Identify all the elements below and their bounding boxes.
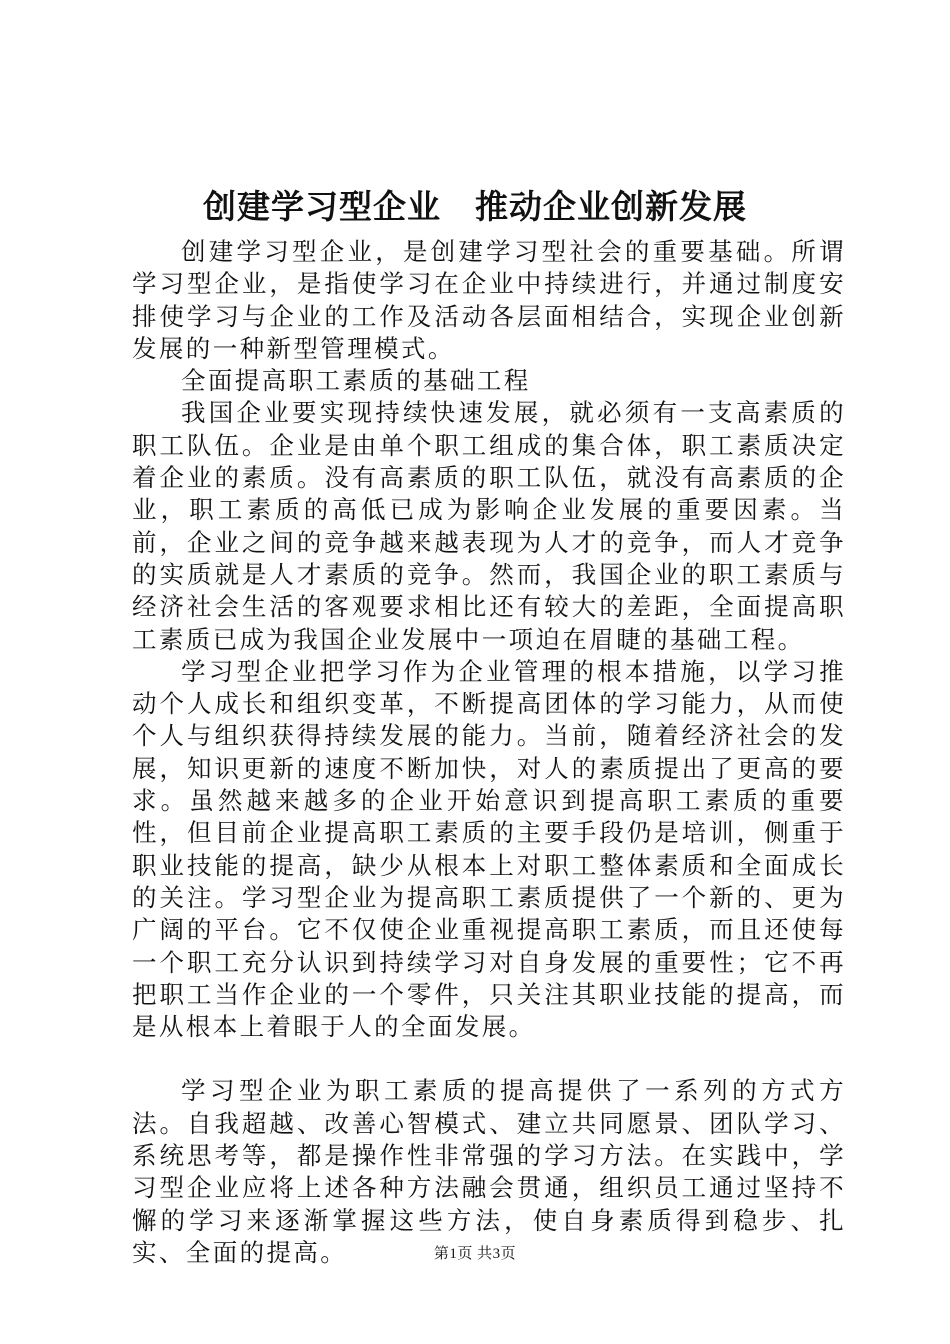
body-paragraph-3: 学习型企业为职工素质的提高提供了一系列的方式方法。自我超越、改善心智模式、建立共同愿景、团队学习、系统思考等，都是操作性非常强的学习方法。在实践中，学习型企业应将上述各种方法融会贯通，组织员工通过坚持不懈的学习来逐渐掌握这些方法，使自身素质得到稳步、扎实、全面的提高。: [132, 1076, 846, 1267]
section-heading: 全面提高职工素质的基础工程: [181, 366, 531, 396]
body-paragraph-1: 我国企业要实现持续快速发展，就必须有一支高素质的职工队伍。企业是由单个职工组成的集合体，职工素质决定着企业的素质。没有高素质的职工队伍，就没有高素质的企业，职工素质的高低已成为影响企业发展的重要因素。当前，企业之间的竞争越来越表现为人才的竞争，而人才竞争的实质就是人才素质的竞争。然而，我国企业的职工素质与经济社会生活的客观要求相比还有较大的差距，全面提高职工素质已成为我国企业发展中一项迫在眉睫的基础工程。: [132, 398, 846, 654]
body-paragraph-2: 学习型企业把学习作为企业管理的根本措施，以学习推动个人成长和组织变革，不断提高团体的学习能力，从而使个人与组织获得持续发展的能力。当前，随着经济社会的发展，知识更新的速度不断加快，对人的素质提出了更高的要求。虽然越来越多的企业开始意识到提高职工素质的重要性，但目前企业提高职工素质的主要手段仍是培训，侧重于职业技能的提高，缺少从根本上对职工整体素质和全面成长的关注。学习型企业为提高职工素质提供了一个新的、更为广阔的平台。它不仅使企业重视提高职工素质，而且还使每一个职工充分认识到持续学习对自身发展的重要性；它不再把职工当作企业的一个零件，只关注其职业技能的提高，而是从根本上着眼于人的全面发展。: [132, 656, 846, 1042]
intro-paragraph: 创建学习型企业，是创建学习型社会的重要基础。所谓学习型企业，是指使学习在企业中持续进行，并通过制度安排使学习与企业的工作及活动各层面相结合，实现企业创新发展的一种新型管理模式。: [132, 237, 846, 363]
page-footer: 第1页 共3页: [433, 1246, 517, 1262]
document-body: [132, 236, 846, 1269]
document-title: 创建学习型企业 推动企业创新发展: [203, 187, 747, 226]
